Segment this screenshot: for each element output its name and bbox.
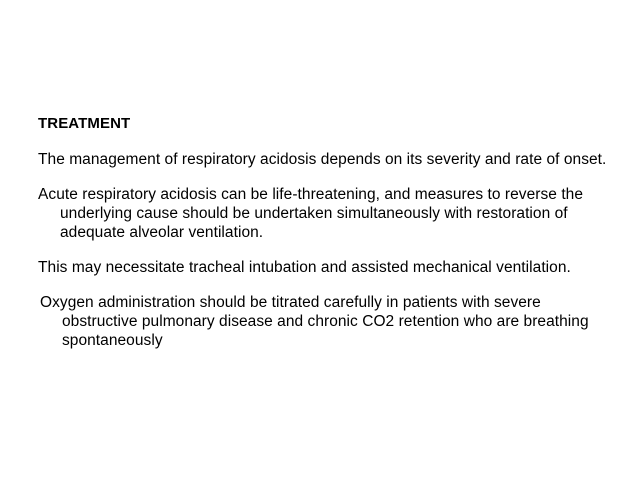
paragraph-management: The management of respiratory acidosis depends on its severity and rate of onset. [38, 151, 607, 168]
slide-heading: TREATMENT [38, 115, 131, 132]
slide-content [38, 114, 608, 366]
paragraph-oxygen: Oxygen administration should be titrated carefully in patients with severe obstructive pulmonary disease and chronic CO2 retention who are breathing spontaneously [40, 294, 589, 349]
paragraph-intubation: This may necessitate tracheal intubation and assisted mechanical ventilation. [38, 259, 571, 276]
paragraph-acute: Acute respiratory acidosis can be life-threatening, and measures to reverse the underlying cause should be undertaken simultaneously with restoration of adequate alveolar ventilation. [38, 186, 584, 241]
